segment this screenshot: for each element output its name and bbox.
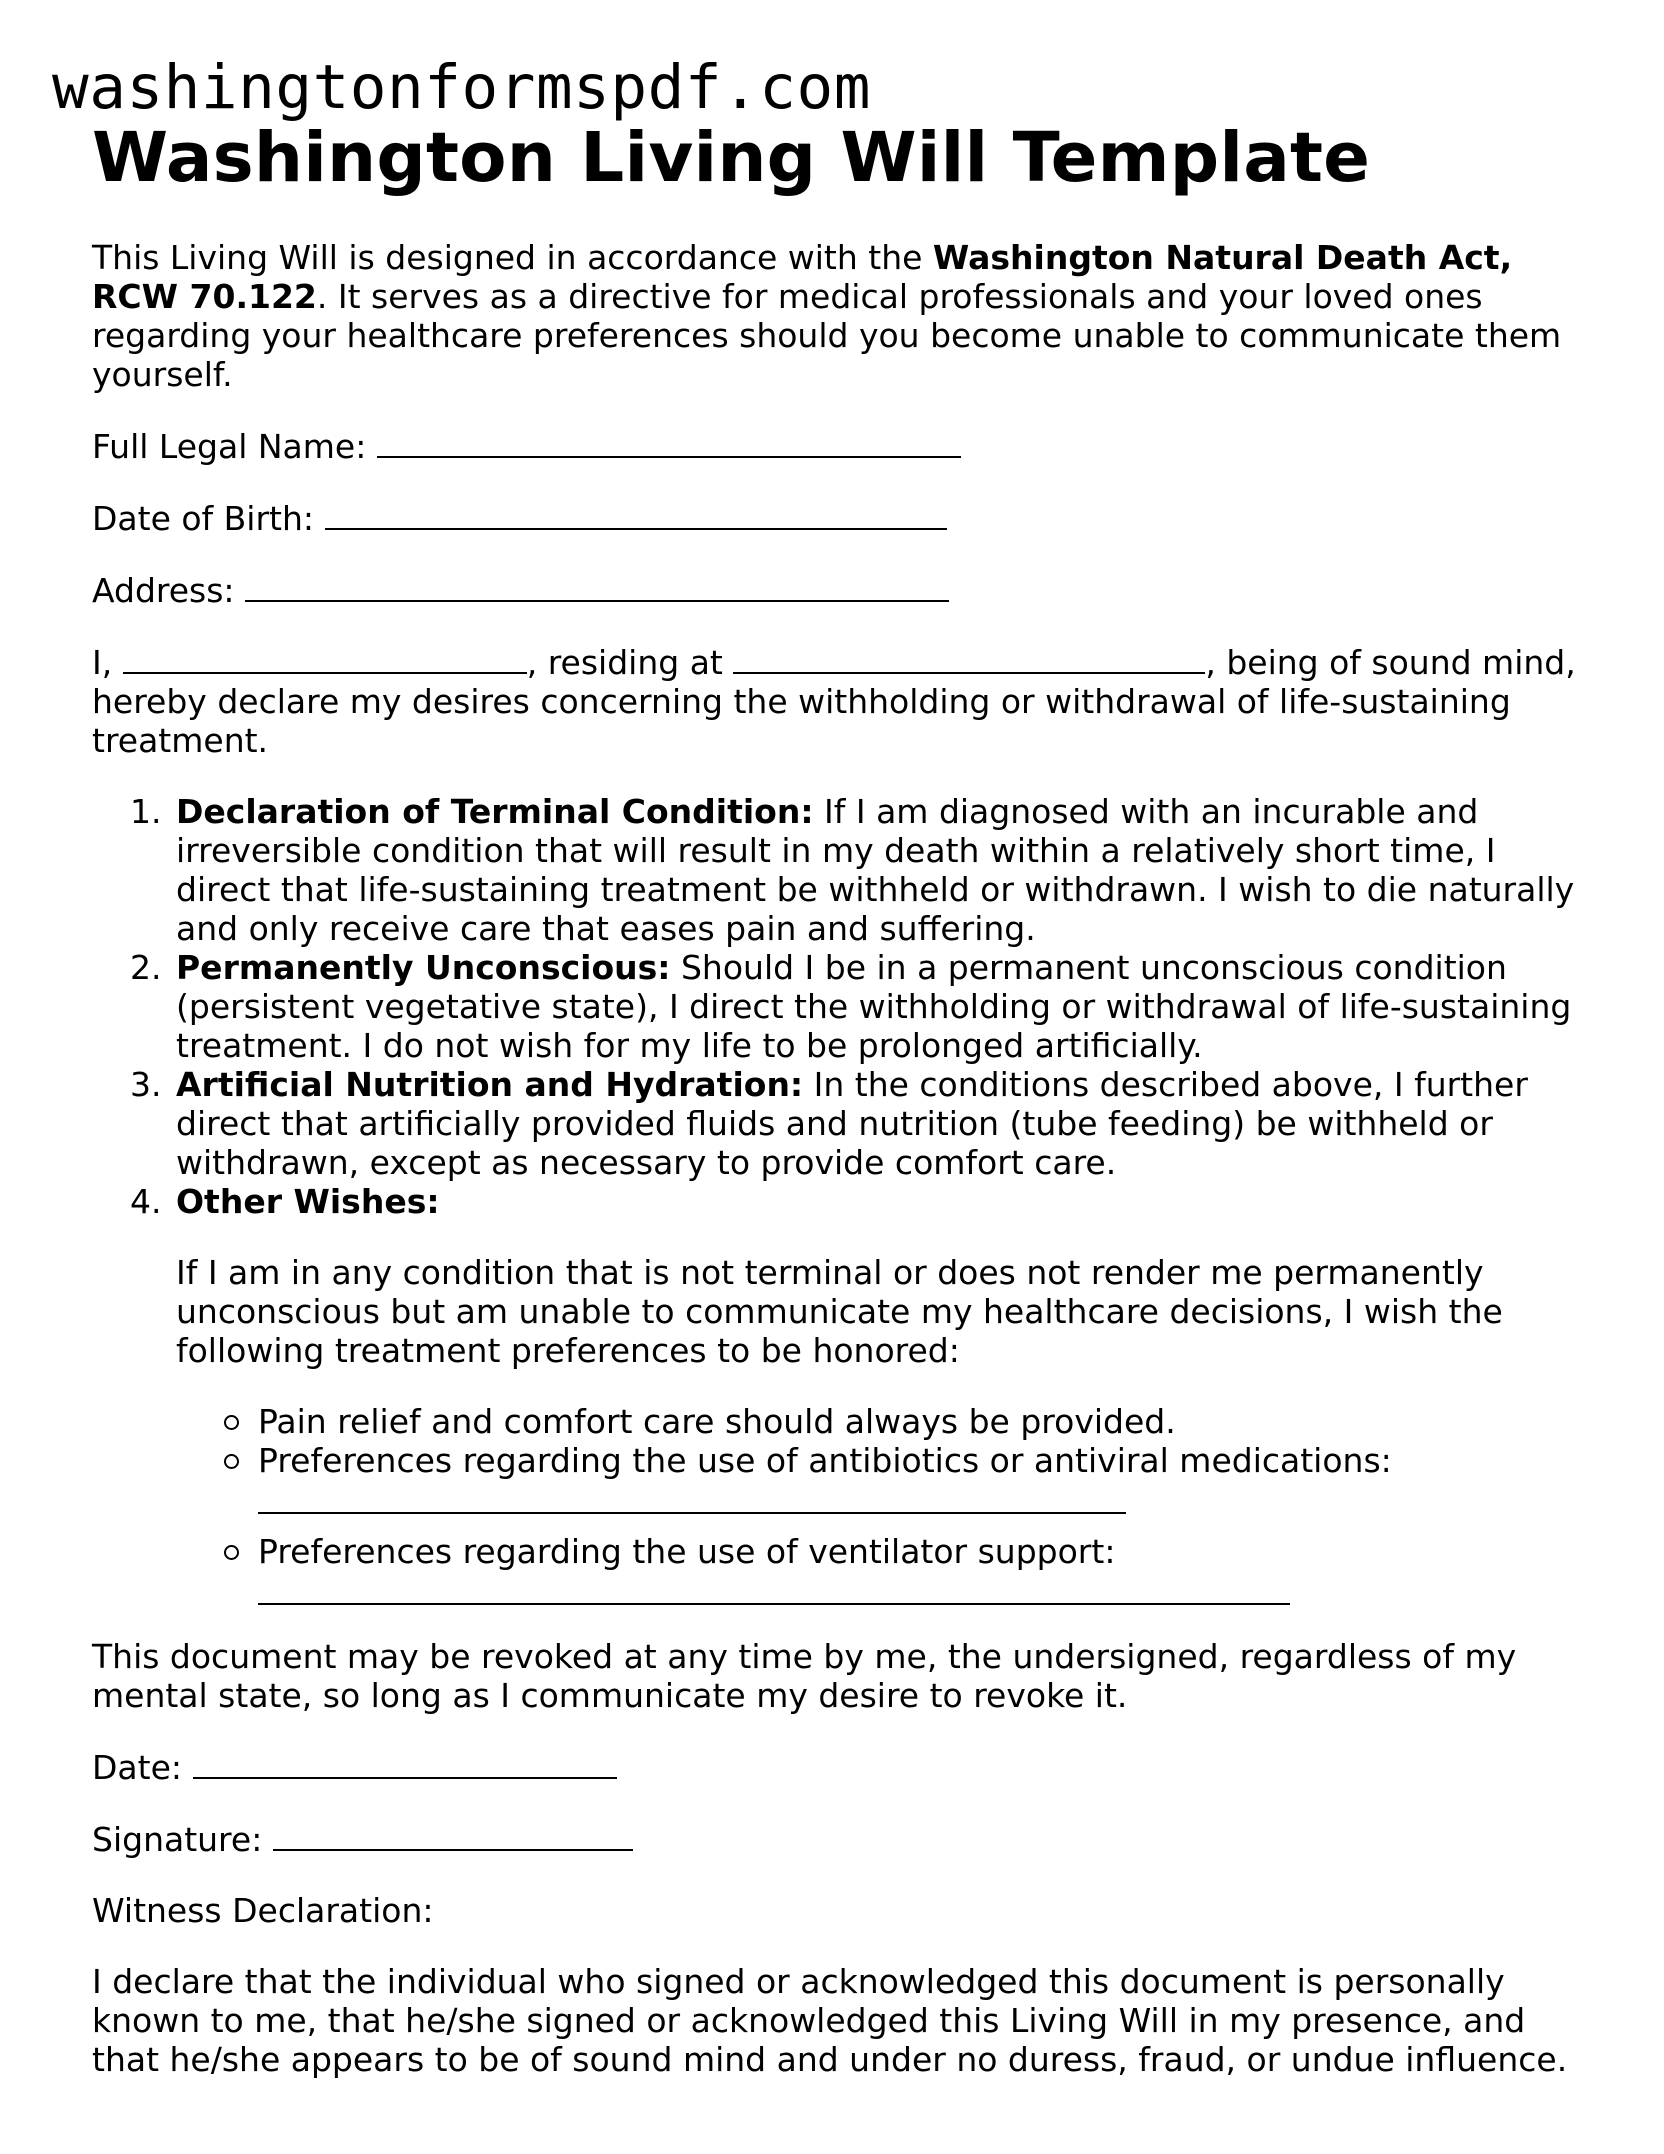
clause-text: If I am diagnosed with an incurable and irreversible condition that will result in my death within a relatively short time, I direct that life-sustaining treatment be withheld or withdrawn. I wish to die naturally and only receive care that eases pain and suffering. xyxy=(176,792,1575,948)
preference-item xyxy=(258,1532,1592,1605)
dob-field xyxy=(92,498,1592,538)
revocation-paragraph: This document may be revoked at any time by me, the undersigned, regardless of my mental state, so long as I communicate my desire to revoke it. xyxy=(92,1637,1517,1715)
document-body xyxy=(92,118,1592,2111)
signature-label: Signature: xyxy=(92,1820,263,1859)
witness-statement: I declare that the individual who signed or acknowledged this document is personally known to me, that he/she signed or acknowledged this Living Will in my presence, and that he/she appears to be of sound mind and under no duress, fraud, or undue influence. xyxy=(92,1962,1568,2079)
preference-text: Preferences regarding the use of ventilator support: xyxy=(258,1532,1116,1571)
clause-heading: Declaration of Terminal Condition: xyxy=(176,792,814,831)
intro-text-before: This Living Will is designed in accordance with the xyxy=(92,238,933,277)
other-wishes-intro: If I am in any condition that is not terminal or does not render me permanently unconscious but am unable to communicate my healthcare decisions, I wish the following treatment preferences to be honored: xyxy=(176,1253,1503,1370)
address-blank[interactable] xyxy=(245,570,949,602)
preference-text: Preferences regarding the use of antibiotics or antiviral medications: xyxy=(258,1441,1392,1480)
signature-blank[interactable] xyxy=(273,1819,633,1851)
declaration-part-2: , residing at xyxy=(526,643,723,682)
statute-reference: Washington Natural Death Act, RCW 70.122 xyxy=(92,238,1513,316)
antibiotics-preference-blank[interactable] xyxy=(258,1486,1126,1514)
directive-clauses xyxy=(92,792,1592,1605)
preference-text: Pain relief and comfort care should always be provided. xyxy=(258,1402,1176,1441)
declaration-paragraph xyxy=(92,642,1592,760)
clause-nutrition-hydration xyxy=(172,1065,1592,1182)
clause-permanently-unconscious xyxy=(172,948,1592,1065)
intro-paragraph xyxy=(92,238,1592,394)
date-blank[interactable] xyxy=(193,1747,617,1779)
clause-other-wishes xyxy=(172,1182,1592,1605)
clause-text: In the conditions described above, I further direct that artificially provided fluids and nutrition (tube feeding) be withheld or withdrawn, except as necessary to provide comfort care. xyxy=(176,1065,1528,1182)
clause-heading: Permanently Unconscious: xyxy=(176,948,671,987)
witness-heading: Witness Declaration: xyxy=(92,1891,434,1930)
full-name-label: Full Legal Name: xyxy=(92,427,367,466)
dob-blank[interactable] xyxy=(325,498,947,530)
date-label: Date: xyxy=(92,1748,182,1787)
site-watermark: washingtonformspdf.com xyxy=(52,52,871,123)
preference-item xyxy=(258,1402,1592,1441)
address-label: Address: xyxy=(92,571,235,610)
ventilator-preference-blank[interactable] xyxy=(258,1577,1290,1605)
full-name-blank[interactable] xyxy=(377,426,961,458)
clause-heading: Other Wishes: xyxy=(176,1182,440,1221)
date-field xyxy=(92,1747,1592,1787)
full-name-field xyxy=(92,426,1592,466)
clause-heading: Artificial Nutrition and Hydration: xyxy=(176,1065,804,1104)
clause-terminal-condition xyxy=(172,792,1592,948)
address-field xyxy=(92,570,1592,610)
residence-blank[interactable] xyxy=(733,642,1205,674)
intro-text-after: . It serves as a directive for medical professionals and your loved ones regarding your healthcare preferences should you become unable to communicate them yourself. xyxy=(92,277,1562,394)
page-title: Washington Living Will Template xyxy=(92,118,1371,198)
declarant-name-blank[interactable] xyxy=(123,642,527,674)
clause-text: Should I be in a permanent unconscious condition (persistent vegetative state), I direct the withholding or withdrawal of life-sustaining treatment. I do not wish for my life to be prolonged artificially. xyxy=(176,948,1572,1065)
preference-item xyxy=(258,1441,1592,1514)
declaration-part-1: I, xyxy=(92,643,113,682)
signature-field xyxy=(92,1819,1592,1859)
declaration-part-3: , being of sound mind, hereby declare my desires concerning the withholding or withdrawal of life-sustaining treatment. xyxy=(92,643,1576,760)
preference-list xyxy=(176,1402,1592,1605)
dob-label: Date of Birth: xyxy=(92,499,315,538)
